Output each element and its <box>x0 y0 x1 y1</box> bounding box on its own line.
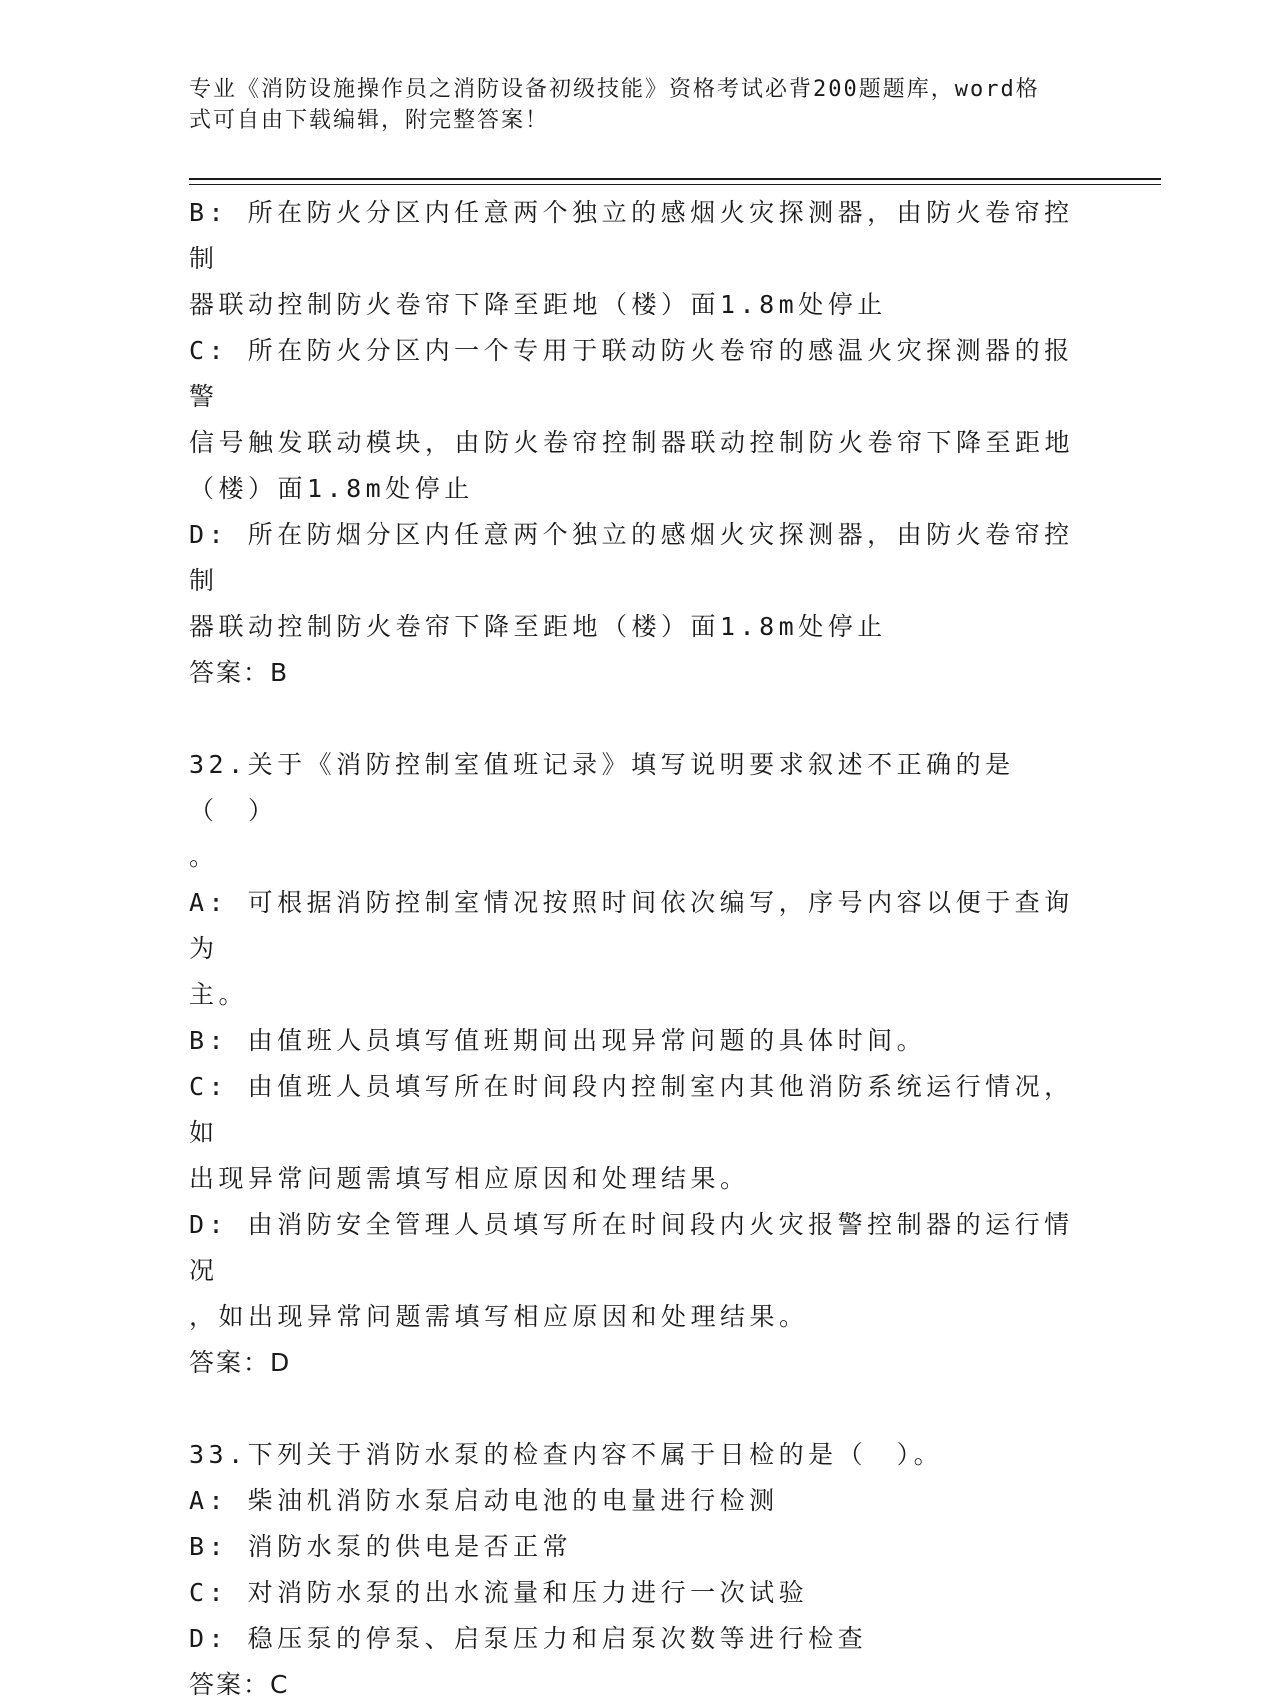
option-c: C: 由值班人员填写所在时间段内控制室内其他消防系统运行情况，如 <box>189 1072 1074 1147</box>
option-c-cont: 出现异常问题需填写相应原因和处理结果。 <box>189 1164 750 1193</box>
question-stem: 32.关于《消防控制室值班记录》填写说明要求叙述不正确的是（ ） <box>189 750 1015 825</box>
option-d-cont: ，如出现异常问题需填写相应原因和处理结果。 <box>189 1302 809 1331</box>
spacer <box>189 1386 1089 1432</box>
option-d: D: 稳压泵的停泵、启泵压力和启泵次数等进行检查 <box>189 1624 868 1653</box>
header-divider-thick <box>189 178 1161 180</box>
option-c-cont-2: （楼）面1.8m处停止 <box>189 474 474 503</box>
option-d-cont: 器联动控制防火卷帘下降至距地（楼）面1.8m处停止 <box>189 612 887 641</box>
option-b: B: 所在防火分区内任意两个独立的感烟火灾探测器，由防火卷帘控制 <box>189 198 1074 273</box>
question-33 <box>189 1432 1089 1708</box>
answer-line: 答案：D <box>189 1348 292 1377</box>
option-a: A: 柴油机消防水泵启动电池的电量进行检测 <box>189 1486 779 1515</box>
option-a-cont: 主。 <box>189 980 249 1009</box>
question-stem: 33.下列关于消防水泵的检查内容不属于日检的是（ ）。 <box>189 1440 944 1469</box>
option-b: B: 由值班人员填写值班期间出现异常问题的具体时间。 <box>189 1026 927 1055</box>
answer-line: 答案：B <box>189 658 290 687</box>
option-b: B: 消防水泵的供电是否正常 <box>189 1532 573 1561</box>
document-body <box>189 190 1089 1708</box>
option-c: C: 对消防水泵的出水流量和压力进行一次试验 <box>189 1578 809 1607</box>
option-d: D: 由消防安全管理人员填写所在时间段内火灾报警控制器的运行情况 <box>189 1210 1074 1285</box>
header-line-1: 专业《消防设施操作员之消防设备初级技能》资格考试必背200题题库，word格 <box>189 77 1040 102</box>
answer-line: 答案：C <box>189 1670 290 1699</box>
question-32 <box>189 742 1089 1386</box>
header-divider-thin <box>189 184 1161 185</box>
header-line-2: 式可自由下载编辑，附完整答案！ <box>189 108 550 133</box>
option-c: C: 所在防火分区内一个专用于联动防火卷帘的感温火灾探测器的报警 <box>189 336 1074 411</box>
option-d: D: 所在防烟分区内任意两个独立的感烟火灾探测器，由防火卷帘控制 <box>189 520 1074 595</box>
question-31-continuation <box>189 190 1089 696</box>
question-stem-cont: 。 <box>189 842 219 871</box>
option-b-cont: 器联动控制防火卷帘下降至距地（楼）面1.8m处停止 <box>189 290 887 319</box>
option-c-cont: 信号触发联动模块，由防火卷帘控制器联动控制防火卷帘下降至距地 <box>189 428 1075 457</box>
spacer <box>189 696 1089 742</box>
option-a: A: 可根据消防控制室情况按照时间依次编写，序号内容以便于查询为 <box>189 888 1074 963</box>
document-header <box>189 74 1089 136</box>
